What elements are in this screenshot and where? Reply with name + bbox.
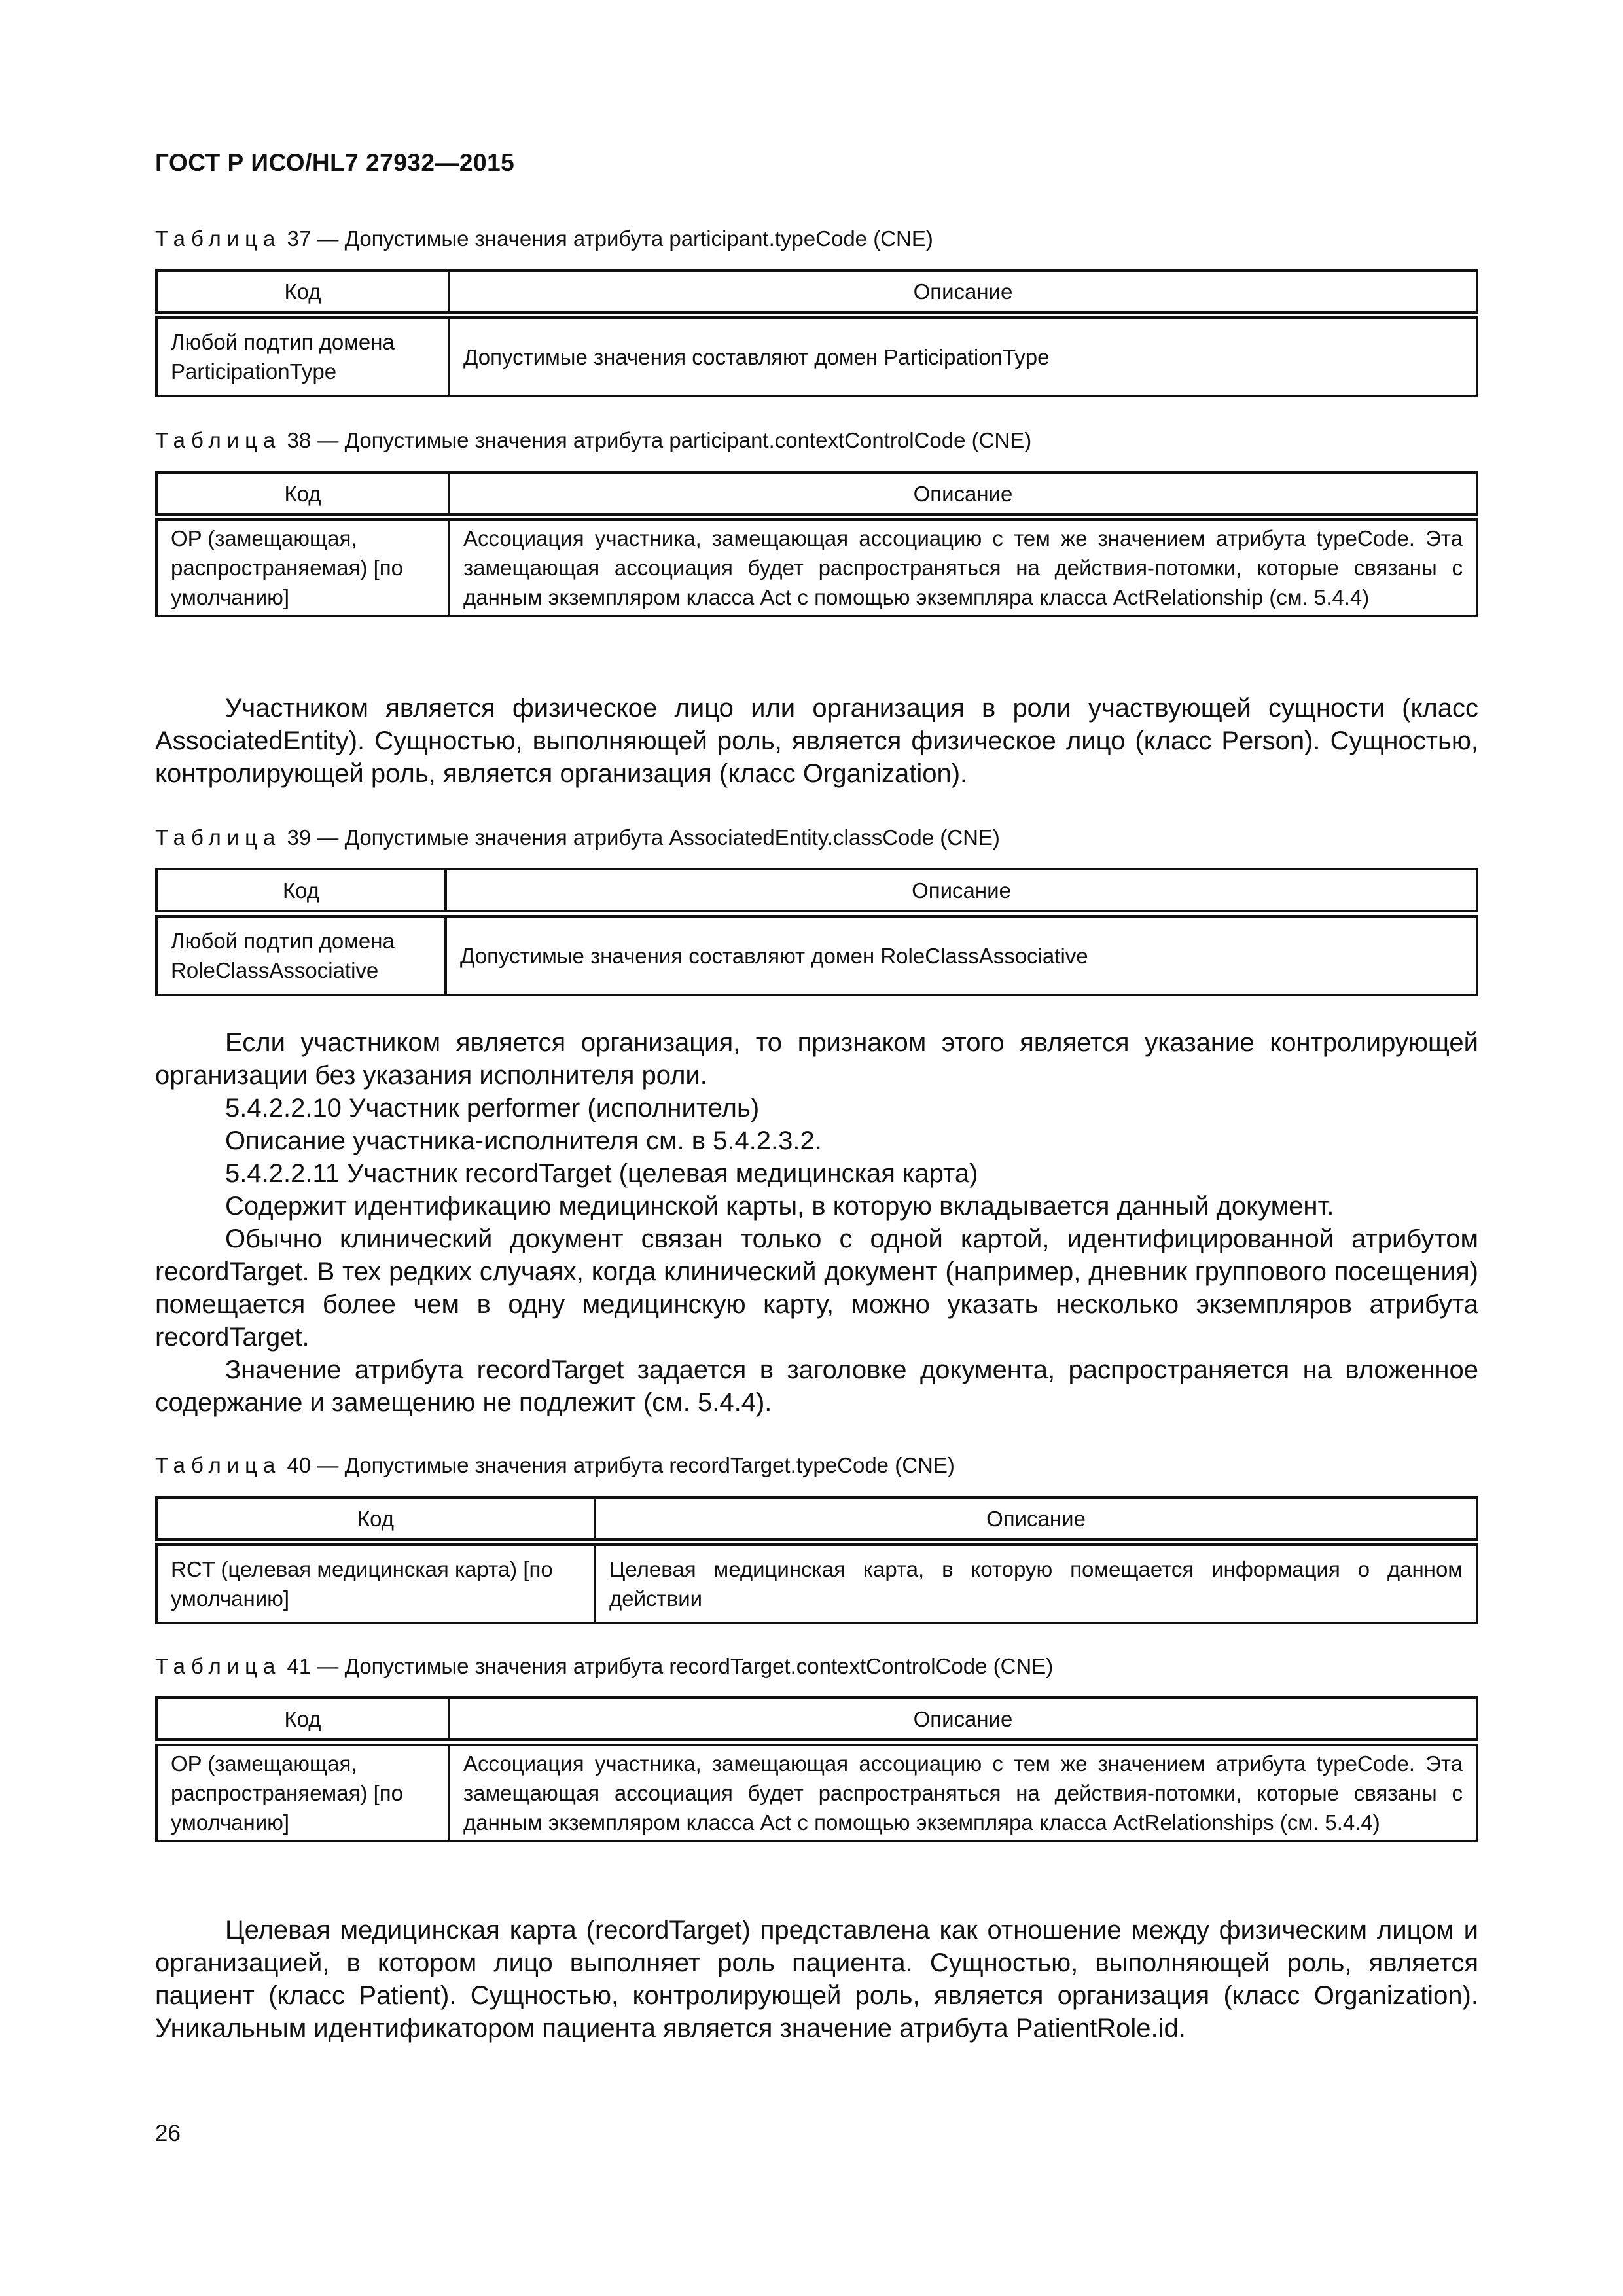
column-header-description: Описание xyxy=(449,270,1477,315)
table-37 xyxy=(155,269,1478,397)
table-caption-prefix: Таблица xyxy=(155,1453,281,1477)
cell-description: Допустимые значения составляют домен RoleClassAssociative xyxy=(446,914,1477,995)
table-caption-title: 37 — Допустимые значения атрибута participant.typeCode (CNE) xyxy=(281,226,933,251)
paragraph: Значение атрибута recordTarget задается в заголовке документа, распространяется на вложенное содержание и замещению не подлежит (см. 5.4.4). xyxy=(155,1355,1478,1417)
column-header-code: Код xyxy=(156,473,449,517)
cell-code: OP (замещающая, распространяемая) [по умолчанию] xyxy=(156,517,449,616)
section-heading-performer: 5.4.2.2.10 Участник performer (исполнитель) xyxy=(225,1094,760,1122)
table-41-caption xyxy=(155,1654,1053,1679)
table-41 xyxy=(155,1696,1478,1842)
table-caption-title: 41 — Допустимые значения атрибута recordTarget.contextControlCode (CNE) xyxy=(281,1654,1054,1678)
paragraph: Участником является физическое лицо или организация в роли участвующей сущности (класс AssociatedEntity). Сущностью, выполняющей роль, является физическое лицо (класс Person). Сущностью, контролирующей роль, является организация (класс Organization). xyxy=(155,694,1478,788)
table-row xyxy=(156,1542,1477,1623)
table-caption-prefix: Таблица xyxy=(155,825,281,850)
table-40-caption xyxy=(155,1453,955,1478)
table-row xyxy=(156,1742,1477,1841)
body-text-block-1 xyxy=(155,692,1478,790)
table-caption-prefix: Таблица xyxy=(155,1654,281,1678)
table-39-caption xyxy=(155,825,1000,850)
paragraph: Обычно клинический документ связан только с одной картой, идентифицированной атрибутом recordTarget. В тех редких случаях, когда клинический документ (например, дневник группового посещения) помещается более чем в одну медицинскую карту, можно указать несколько экземпляров атрибута recordTarget. xyxy=(155,1225,1478,1352)
body-text-block-2 xyxy=(155,1026,1478,1419)
column-header-description: Описание xyxy=(595,1498,1477,1542)
column-header-code: Код xyxy=(156,869,446,914)
table-header-row xyxy=(156,1698,1477,1742)
cell-description: Допустимые значения составляют домен ParticipationType xyxy=(449,315,1477,396)
table-38 xyxy=(155,471,1478,617)
table-caption-title: 39 — Допустимые значения атрибута AssociatedEntity.classCode (CNE) xyxy=(281,825,1000,850)
table-40 xyxy=(155,1496,1478,1624)
table-caption-title: 38 — Допустимые значения атрибута participant.contextControlCode (CNE) xyxy=(281,428,1032,452)
column-header-description: Описание xyxy=(446,869,1477,914)
table-38-caption xyxy=(155,428,1031,453)
table-header-row xyxy=(156,1498,1477,1542)
table-row xyxy=(156,315,1477,396)
page-number: 26 xyxy=(155,2121,181,2146)
table-39 xyxy=(155,868,1478,996)
cell-code: Любой подтип домена RoleClassAssociative xyxy=(156,914,446,995)
column-header-code: Код xyxy=(156,270,449,315)
cell-description: Ассоциация участника, замещающая ассоциацию с тем же значением атрибута typeCode. Эта замещающая ассоциация будет распространяться на действия-потомки, которые связаны с данным экземпляром класса Act с помощью экземпляра класса ActRelationship (см. 5.4.4) xyxy=(449,517,1477,616)
table-row xyxy=(156,517,1477,616)
paragraph: Содержит идентификацию медицинской карты, в которую вкладывается данный документ. xyxy=(225,1192,1334,1221)
table-header-row xyxy=(156,869,1477,914)
cell-description: Ассоциация участника, замещающая ассоциацию с тем же значением атрибута typeCode. Эта замещающая ассоциация будет распространяться на действия-потомки, которые связаны с данным экземпляром класса Act с помощью экземпляра класса ActRelationships (см. 5.4.4) xyxy=(449,1742,1477,1841)
paragraph: Целевая медицинская карта (recordTarget) представлена как отношение между физическим лицом и организацией, в котором лицо выполняет роль пациента. Сущностью, выполняющей роль, является пациент (класс Patient). Сущностью, контролирующей роль, является организация (класс Organization). Уникальным идентификатором пациента является значение атрибута PatientRole.id. xyxy=(155,1916,1478,2043)
table-caption-prefix: Таблица xyxy=(155,226,281,251)
table-37-caption xyxy=(155,226,933,251)
table-caption-title: 40 — Допустимые значения атрибута recordTarget.typeCode (CNE) xyxy=(281,1453,955,1477)
column-header-description: Описание xyxy=(449,473,1477,517)
section-heading-record-target: 5.4.2.2.11 Участник recordTarget (целевая медицинская карта) xyxy=(225,1159,978,1188)
cell-code: OP (замещающая, распространяемая) [по умолчанию] xyxy=(156,1742,449,1841)
table-header-row xyxy=(156,473,1477,517)
table-caption-prefix: Таблица xyxy=(155,428,281,452)
paragraph: Описание участника-исполнителя см. в 5.4.2.3.2. xyxy=(225,1126,822,1155)
body-text-block-3 xyxy=(155,1914,1478,2045)
column-header-description: Описание xyxy=(449,1698,1477,1742)
table-header-row xyxy=(156,270,1477,315)
paragraph: Если участником является организация, то признаком этого является указание контролирующей организации без указания исполнителя роли. xyxy=(155,1028,1478,1090)
cell-code: Любой подтип домена ParticipationType xyxy=(156,315,449,396)
standard-header: ГОСТ Р ИСО/HL7 27932—2015 xyxy=(155,149,515,176)
cell-code: RCT (целевая медицинская карта) [по умолчанию] xyxy=(156,1542,595,1623)
table-row xyxy=(156,914,1477,995)
column-header-code: Код xyxy=(156,1498,595,1542)
cell-description: Целевая медицинская карта, в которую помещается информация о данном действии xyxy=(595,1542,1477,1623)
column-header-code: Код xyxy=(156,1698,449,1742)
